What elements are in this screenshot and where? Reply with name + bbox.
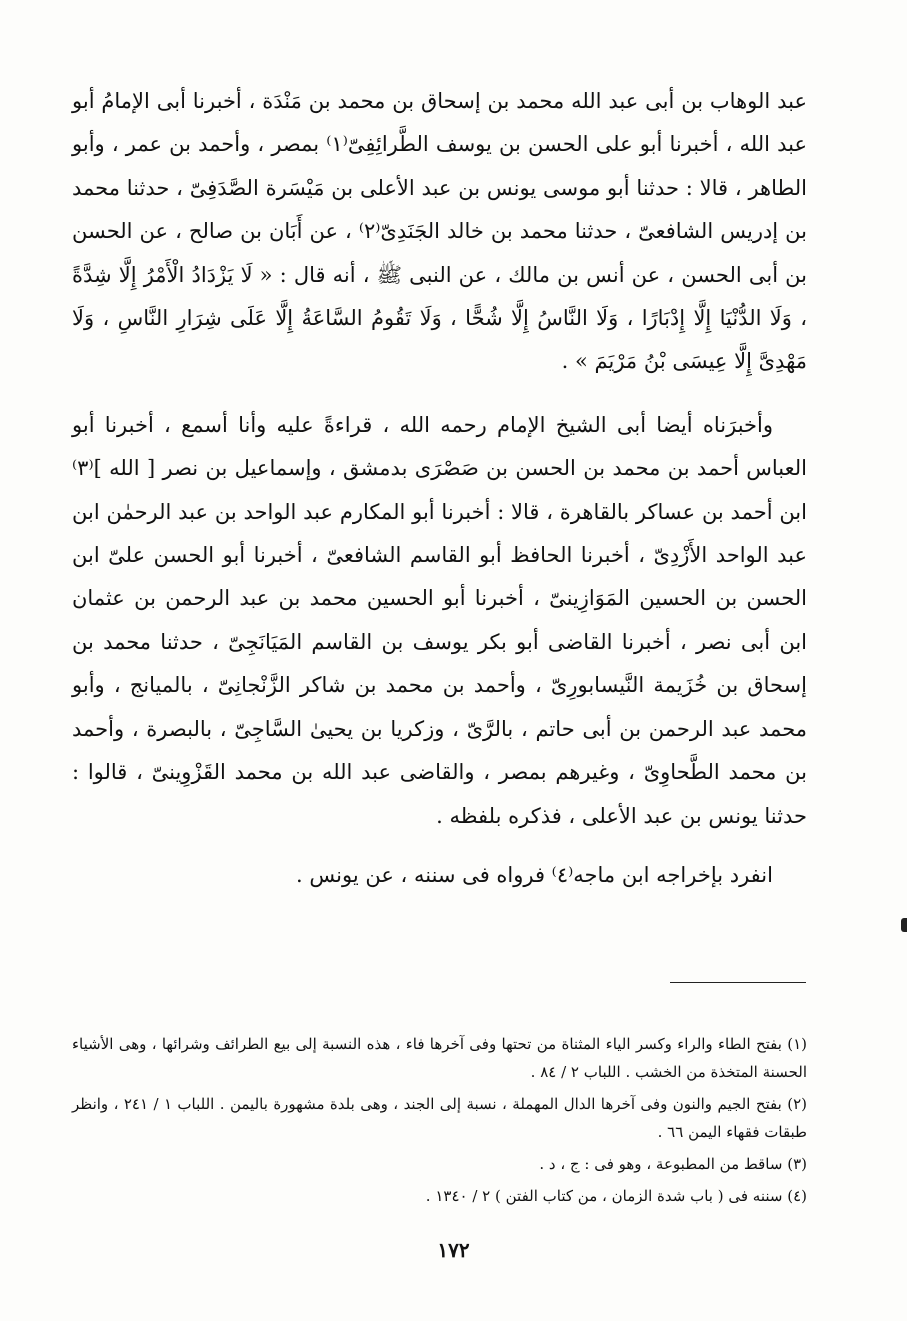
footnote-2: (٢) بفتح الجيم والنون وفى آخرها الدال المهملة ، نسبة إلى الجند ، وهى بلدة مشهورة باليمن . اللباب ١ / ٢٤١ ، وانظر طبقات فقهاء اليمن ٦٦ .: [72, 1095, 807, 1141]
footnote-1: (١) بفتح الطاء والراء وكسر الياء المثناة من تحتها وفى آخرها فاء ، هذه النسبة إلى بيع الطرائف وشرائها ، وهى الأشياء الحسنة المتخذة من الخشب . اللباب ٢ / ٨٤ .: [72, 1035, 807, 1081]
hadith-paragraph-2: وأخبرَناه أيضا أبى الشيخ الإمام رحمه الله ، قراءةً عليه وأنا أسمع ، أخبرنا أبو العباس أحمد بن محمد بن الحسن بن صَصْرَى بدمشق ، وإسماعيل بن نصر [ الله ]⁽٣⁾ ابن أحمد بن عساكر بالقاهرة ، قالا : أخبرنا أبو المكارم عبد الواحد بن عبد الرحمٰن ابن عبد الواحد الأَزْدِىّ ، أخبرنا الحافظ أبو القاسم الشافعىّ ، أخبرنا أبو الحسن علىّ ابن الحسن بن الحسين المَوَازِينىّ ، أخبرنا أبو الحسين محمد بن عبد الرحمن بن عثمان ابن أبى نصر ، أخبرنا القاضى أبو بكر يوسف بن القاسم المَيَانَجِىّ ، حدثنا محمد بن إسحاق بن خُزَيمة النَّيسابورِىّ ، وأحمد بن محمد بن شاكر الزَّنْجانِىّ ، بالميانج ، وأبو محمد عبد الرحمن بن أبى حاتم ، بالرَّىّ ، وزكريا بن يحيىٰ السَّاجِىّ ، بالبصرة ، وأحمد بن محمد الطَّحاوِىّ ، وغيرهم بمصر ، والقاضى عبد الله بن محمد القَزْوِينىّ ، قالوا : حدثنا يونس بن عبد الأعلى ، فذكره بلفظه .: [72, 412, 807, 828]
page-number: ١٧٢: [437, 1238, 470, 1262]
footnote-3: (٣) ساقط من المطبوعة ، وهو فى : ج ، د .: [539, 1155, 807, 1173]
concluding-paragraph: انفرد بإخراجه ابن ماجه⁽٤⁾ فرواه فى سننه ، عن يونس .: [296, 862, 773, 887]
scan-edge-mark: [901, 918, 907, 932]
main-text: [72, 80, 807, 897]
footnote-4: (٤) سننه فى ( باب شدة الزمان ، من كتاب الفتن ) ٢ / ١٣٤٠ .: [425, 1187, 807, 1205]
footnotes: [72, 1030, 807, 1214]
hadith-paragraph-1: عبد الوهاب بن أبى عبد الله محمد بن إسحاق بن محمد بن مَنْدَة ، أخبرنا أبى الإمامُ أبو عبد الله ، أخبرنا أبو على الحسن بن يوسف الطَّرائِفِىّ⁽١⁾ بمصر ، وأحمد بن عمر ، وأبو الطاهر ، قالا : حدثنا أبو موسى يونس بن عبد الأعلى بن مَيْسَرة الصَّدَفِىّ ، حدثنا محمد بن إدريس الشافعىّ ، حدثنا محمد بن خالد الجَنَدِىّ⁽٢⁾ ، عن أَبَان بن صالح ، عن الحسن بن أبى الحسن ، عن أنس بن مالك ، عن النبى ﷺ ، أنه قال : « لَا يَزْدَادُ الْأَمْرُ إِلَّا شِدَّةً ، وَلَا الدُّنْيَا إِلَّا إِدْبَارًا ، وَلَا النَّاسُ إِلَّا شُحًّا ، وَلَا تَقُومُ السَّاعَةُ إِلَّا عَلَى شِرَارِ النَّاسِ ، وَلَا مَهْدِىَّ إِلَّا عِيسَى بْنُ مَرْيَمَ » .: [72, 89, 807, 374]
footnote-separator: [670, 982, 806, 983]
